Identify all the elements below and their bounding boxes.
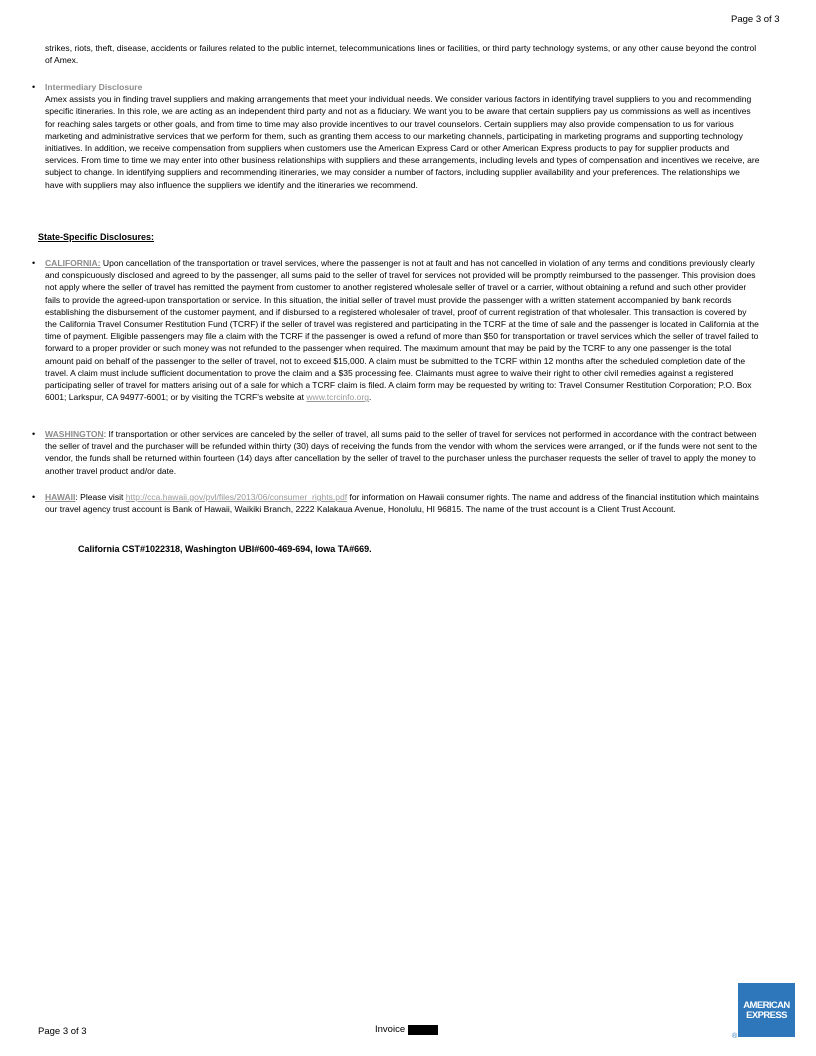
bullet-icon: • xyxy=(32,492,36,502)
tcrf-website-link[interactable]: www.tcrcinfo.org xyxy=(306,392,370,403)
california-item xyxy=(32,257,760,403)
hawaii-link[interactable]: HAWAII xyxy=(45,492,76,502)
washington-paragraph xyxy=(45,428,760,477)
washington-item xyxy=(32,428,760,477)
intermediary-title: Intermediary Disclosure xyxy=(45,82,143,92)
invoice-footer xyxy=(375,1024,438,1036)
state-disclosures-heading: State-Specific Disclosures: xyxy=(38,232,155,242)
intermediary-body: Amex assists you in finding travel suppliers and making arrangements that meet your individual needs. We consider various factors in identifying travel suppliers to you and recommending specific itineraries. In this role, we are acting as an independent third party and not as a fiduciary. We want you to be aware that certain suppliers pay us commissions as well as incentives for reaching sales targets or other goals, and from time to time may also provide incentives to our travel counselors. Certain suppliers may also provide compensation to us for various marketing and administrative services that we perform for them, such as granting them access to our marketing channels, participating in marketing programs and supporting technology initiatives. In addition, we receive compensation from suppliers when customers use the American Express Card or other American Express products to pay for supplier products and services. From time to time we may enter into other business relationships with suppliers and these arrangements, including levels and types of compensation and incentives we receive, are subject to change. In identifying suppliers and recommending itineraries, we may consider a number of factors, including supplier availability and your preferences. The relationships we have with suppliers may also influence the suppliers we identify and the itineraries we recommend. xyxy=(45,94,760,190)
hawaii-body: for information on Hawaii consumer rights. The name and address of the financial institution which maintains our travel agency trust account is Bank of Hawaii, Waikiki Branch, 2222 Kalakaua Avenue, Honolulu, HI 96815. The name of the trust account is a Client Trust Account. xyxy=(45,492,759,515)
intermediary-disclosure-item xyxy=(32,81,760,191)
california-paragraph xyxy=(45,257,760,403)
hawaii-pre: : Please visit xyxy=(75,492,126,502)
bullet-icon: • xyxy=(32,429,36,439)
bullet-icon: • xyxy=(32,258,36,268)
registered-mark: ® xyxy=(732,1033,738,1040)
page-number-top: Page 3 of 3 xyxy=(731,14,780,25)
california-link[interactable]: CALIFORNIA: xyxy=(45,258,101,268)
hawaii-consumer-rights-link[interactable]: http://cca.hawaii.gov/pvl/files/2013/06/consumer_rights.pdf xyxy=(125,492,348,502)
hawaii-item xyxy=(32,491,760,515)
continued-paragraph: strikes, riots, theft, disease, accidents or failures related to the public internet, telecommunications lines or facilities, or third party technology systems, or any other cause beyond the control of Amex. xyxy=(45,43,757,66)
logo-line-2: EXPRESS xyxy=(746,1010,787,1021)
invoice-label: Invoice xyxy=(375,1024,406,1035)
california-end: . xyxy=(369,392,372,403)
washington-link[interactable]: WASHINGTON xyxy=(45,429,104,439)
redacted-invoice-number xyxy=(408,1025,438,1035)
logo-line-1: AMERICAN xyxy=(743,1000,790,1011)
american-express-logo xyxy=(738,983,795,1037)
washington-body: : If transportation or other services are canceled by the seller of travel, all sums paid to the seller of travel for services not performed in accordance with the contract between the seller of travel and the purchaser will be refunded within thirty (30) days of receiving the funds from the vendor with whom the services were arranged, or if the funds were not sent to the vendor, the funds shall be returned within fourteen (14) days after cancellation by the seller of travel to the purchaser unless the purchaser requests the seller of travel to apply the money to another travel product and/or date. xyxy=(45,429,758,476)
hawaii-paragraph xyxy=(45,491,760,515)
bullet-icon: • xyxy=(32,82,36,92)
registration-numbers: California CST#1022318, Washington UBI#600-469-694, Iowa TA#669. xyxy=(78,544,372,554)
california-body: Upon cancellation of the transportation or travel services, where the passenger is not at fault and has not cancelled in violation of any terms and conditions previously clearly and conspicuously disclosed and agreed to by the passenger, all sums paid to the seller of travel for services not provided will be promptly reimbursed to the passenger. This provision does not apply where the seller of travel has remitted the payment from customer to another registered wholesale seller of travel or a carrier, without obtaining a refund and such other provider fails to provide the agreed-upon transportation or service. In this situation, the initial seller of travel must provide the passenger with a written statement accompanied by bank records establishing the disbursement of the customer payment, and if disbursed to a registered wholesaler of travel, proof of current registration of that wholesaler. This transaction is covered by the California Travel Consumer Restitution Fund (TCRF) if the seller of travel was registered and participating in the TCRF at the time of sale and the passenger is located in California at the time of payment. Eligible passengers may file a claim with the TCRF if the passenger is owed a refund of more than $50 for transportation or travel services which the seller of travel failed to forward to a proper provider or such money was not refunded to the passenger when required. The maximum amount that may be paid by the TCRF to any one passenger is the total amount paid on behalf of the passenger to the seller of travel, not to exceed $15,000. A claim must be submitted to the TCRF within 12 months after the scheduled completion date of the travel. A claim must include sufficient documentation to prove the claim and a $35 processing fee. Claimants must agree to waive their right to other civil remedies against a registered participating seller of travel for matters arising out of a sale for which a TCRF claim is filed. A claim form may be requested by writing to: Travel Consumer Restitution Corporation; P.O. Box 6001; Larkspur, CA 94977-6001; or by visiting the TCRF's website at xyxy=(45,258,759,403)
page-number-footer: Page 3 of 3 xyxy=(38,1026,87,1037)
